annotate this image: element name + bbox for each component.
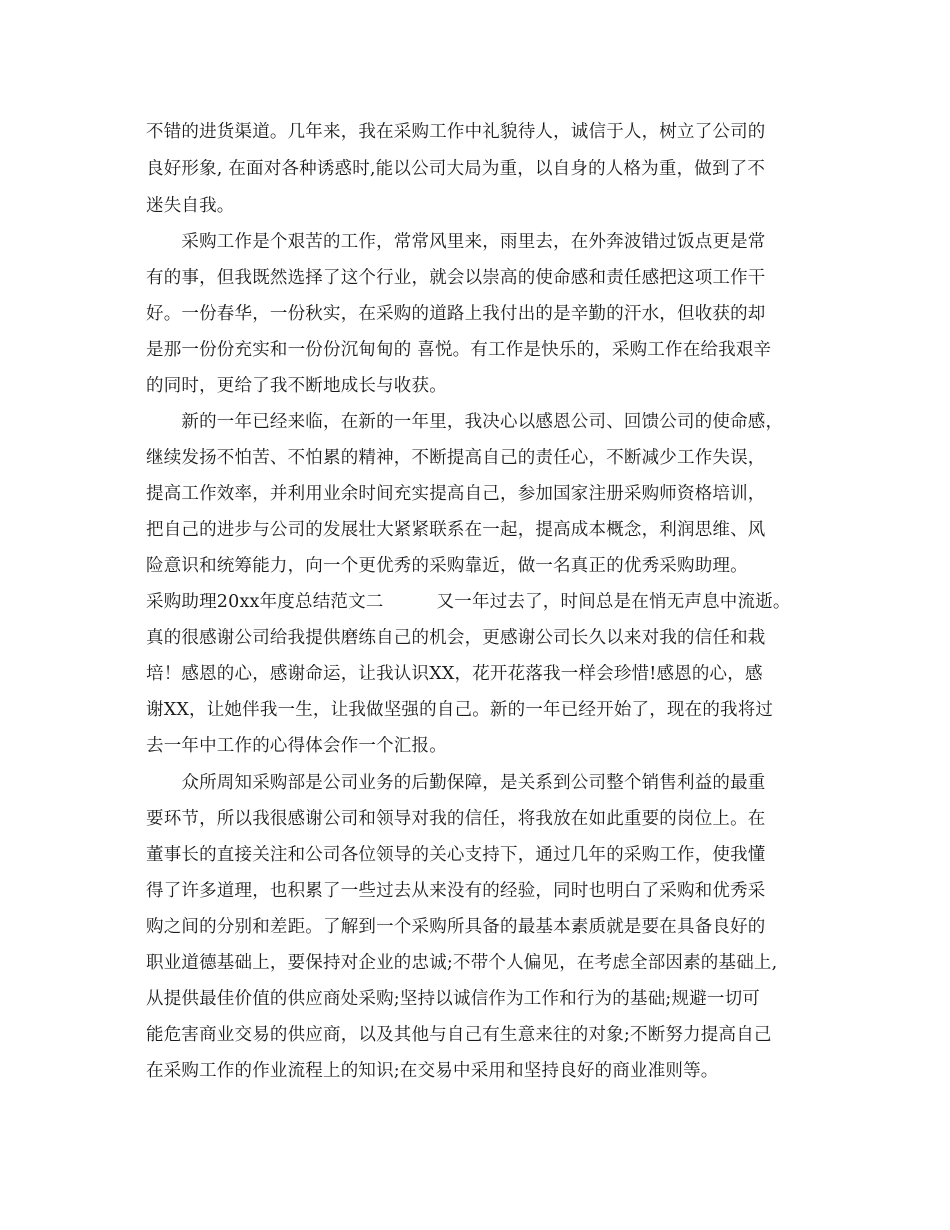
text-line: 得了许多道理，也积累了一些过去从来没有的经验，同时也明白了采购和优秀采 xyxy=(146,881,766,901)
text-line: 真的很感谢公司给我提供磨练自己的机会，更感谢公司长久以来对我的信任和栽 xyxy=(146,628,766,648)
text-line: 在采购工作的作业流程上的知识;在交易中采用和坚持良好的商业准则等。 xyxy=(146,1061,719,1081)
text-line: 要环节，所以我很感谢公司和领导对我的信任，将我放在如此重要的岗位上。在 xyxy=(146,809,766,829)
text-line: 董事长的直接关注和公司各位领导的关心支持下，通过几年的采购工作，使我懂 xyxy=(146,845,766,865)
text-line: 是那一份份充实和一份份沉甸甸的 喜悦。有工作是快乐的，采购工作在给我艰辛 xyxy=(146,340,772,360)
text-line: 采购工作是个艰苦的工作，常常风里来，雨里去，在外奔波错过饭点更是常 xyxy=(146,232,766,252)
text-line: 谢XX，让她伴我一生，让我做坚强的自己。新的一年已经开始了，现在的我将过 xyxy=(146,700,774,720)
text-line: 新的一年已经来临，在新的一年里，我决心以感恩公司、回馈公司的使命感， xyxy=(146,412,784,432)
text-line: 购之间的分别和差距。了解到一个采购所具备的最基本素质就是要在具备良好的 xyxy=(146,917,766,937)
text-line: 不错的进货渠道。几年来，我在采购工作中礼貌待人，诚信于人，树立了公司的 xyxy=(146,122,766,142)
text-line: 职业道德基础上，要保持对企业的忠诚;不带个人偏见，在考虑全部因素的基础上, xyxy=(146,953,778,973)
text-line: 去一年中工作的心得体会作一个汇报。 xyxy=(146,736,447,756)
text-line: 好。一份春华，一份秋实，在采购的道路上我付出的是辛勤的汗水，但收获的却 xyxy=(146,304,766,324)
text-line: 众所周知采购部是公司业务的后勤保障，是关系到公司整个销售利益的最重 xyxy=(146,773,766,793)
text-line: 从提供最佳价值的供应商处采购;坚持以诚信作为工作和行为的基础;规避一切可 xyxy=(146,989,760,1009)
text-line: 把自己的进步与公司的发展壮大紧紧联系在一起，提高成本概念，利润思维、风 xyxy=(146,520,766,540)
text-line: 良好形象, 在面对各种诱惑时,能以公司大局为重，以自身的人格为重，做到了不 xyxy=(146,159,766,179)
text-line: 能危害商业交易的供应商，以及其他与自己有生意来往的对象;不断努力提高自己 xyxy=(146,1025,772,1045)
text-line: 险意识和统筹能力，向一个更优秀的采购靠近，做一名真正的优秀采购助理。 xyxy=(146,556,748,576)
text-line: 提高工作效率，并利用业余时间充实提高自己，参加国家注册采购师资格培训， xyxy=(146,484,766,504)
text-line: 的同时，更给了我不断地成长与收获。 xyxy=(146,376,447,396)
text-line: 培！感恩的心，感谢命运，让我认识XX，花开花落我一样会珍惜!感恩的心，感 xyxy=(146,664,763,684)
text-line: 有的事，但我既然选择了这个行业，就会以崇高的使命感和责任感把这项工作干 xyxy=(146,268,766,288)
text-line: 继续发扬不怕苦、不怕累的精神，不断提高自己的责任心，不断减少工作失误， xyxy=(146,448,766,468)
text-line: 迷失自我。 xyxy=(146,196,235,216)
text-line: 采购助理20xx年度总结范文二 又一年过去了，时间总是在悄无声息中流逝。 xyxy=(146,592,791,612)
